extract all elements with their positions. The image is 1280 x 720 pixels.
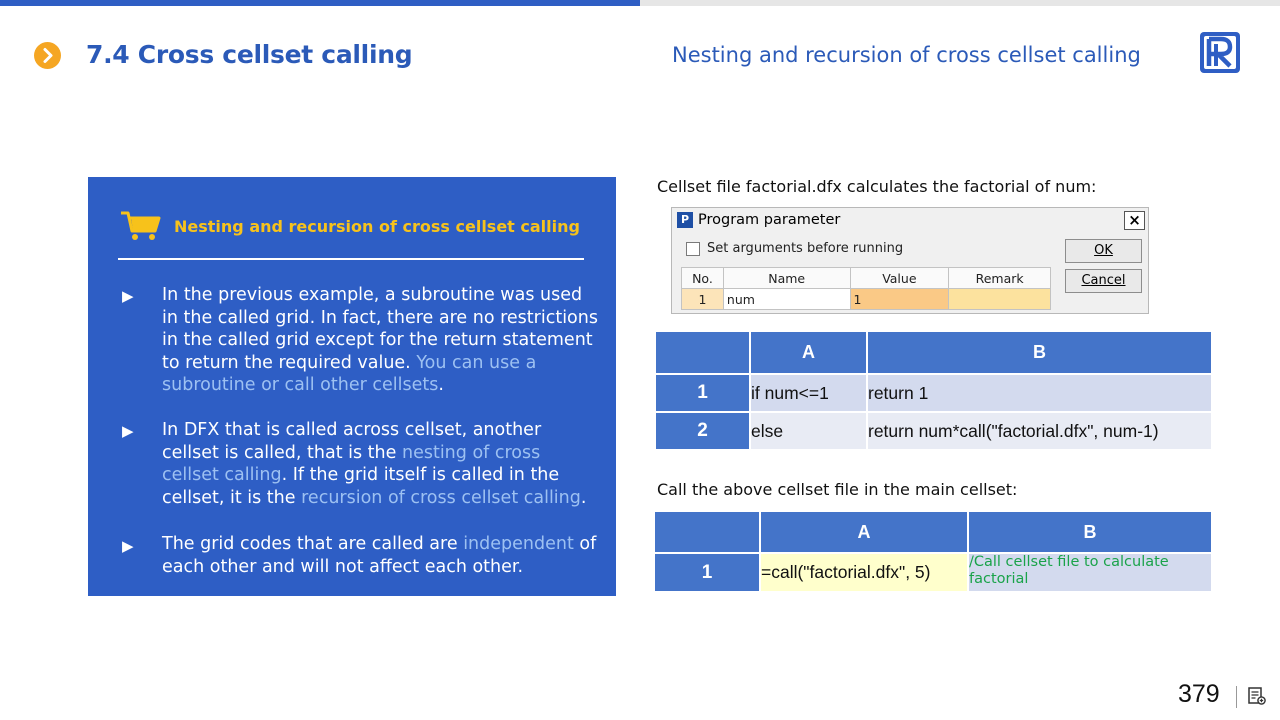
info-panel	[88, 177, 616, 596]
cell-a1[interactable]: =call("factorial.dfx", 5)	[761, 554, 967, 591]
ok-button[interactable]: OK	[1065, 239, 1142, 263]
set-arguments-label: Set arguments before running	[707, 241, 904, 256]
notes-icon[interactable]	[1247, 686, 1267, 706]
cell-a1[interactable]: if num<=1	[751, 375, 866, 411]
column-header-a: A	[761, 512, 967, 552]
corner-cell	[655, 512, 759, 552]
cell-b2[interactable]: return num*call("factorial.dfx", num-1)	[868, 413, 1211, 449]
bullet-3-text: The grid codes that are called are independent of each other and will not affect each other.	[162, 534, 597, 577]
row-header: 2	[656, 413, 749, 449]
bullet-2-text: In DFX that is called across cellset, another cellset is called, that is the nesting of cross cellset calling. If the grid itself is called in the cellset, it is the recursion of cross cellset calling.	[162, 420, 587, 508]
top-accent-bar	[0, 0, 640, 6]
table-row	[656, 413, 1211, 449]
corner-cell	[656, 332, 749, 373]
page-number: 379	[1178, 680, 1220, 708]
row-header: 1	[656, 375, 749, 411]
raqsoft-logo-icon	[1199, 31, 1241, 74]
param-no-cell: 1	[682, 289, 724, 310]
table-row	[656, 375, 1211, 411]
cancel-button[interactable]: Cancel	[1065, 269, 1142, 293]
param-name-cell[interactable]: num	[723, 289, 850, 310]
factorial-cellset	[654, 330, 1213, 451]
table-row	[655, 554, 1211, 591]
caption-factorial: Cellset file factorial.dfx calculates the factorial of num:	[657, 177, 1097, 196]
triangle-bullet-icon: ▶	[122, 288, 134, 305]
triangle-bullet-icon: ▶	[122, 538, 134, 555]
cell-b1[interactable]: return 1	[868, 375, 1211, 411]
close-button[interactable]: ×	[1124, 211, 1145, 230]
param-remark-cell[interactable]	[949, 289, 1051, 310]
column-header-b: B	[868, 332, 1211, 373]
app-p-icon: P	[677, 212, 693, 228]
triangle-bullet-icon: ▶	[122, 423, 134, 440]
program-parameter-dialog	[671, 207, 1149, 314]
chevron-right-icon	[34, 42, 61, 69]
table-row	[682, 289, 1051, 310]
slide-subtitle: Nesting and recursion of cross cellset calling	[672, 43, 1141, 67]
column-header-a: A	[751, 332, 866, 373]
top-gray-bar	[640, 0, 1280, 6]
parameter-grid	[681, 267, 1051, 310]
param-value-cell[interactable]: 1	[850, 289, 949, 310]
footer-divider	[1236, 686, 1237, 708]
cell-a2[interactable]: else	[751, 413, 866, 449]
column-header-name: Name	[723, 268, 850, 289]
row-header: 1	[655, 554, 759, 591]
main-cellset	[653, 510, 1213, 593]
panel-heading: Nesting and recursion of cross cellset calling	[174, 217, 580, 236]
column-header-value: Value	[850, 268, 949, 289]
column-header-remark: Remark	[949, 268, 1051, 289]
set-arguments-checkbox[interactable]	[686, 242, 700, 256]
dialog-title: Program parameter	[698, 212, 841, 228]
cell-b1-comment[interactable]: /Call cellset file to calculate factorial	[969, 554, 1211, 591]
panel-divider	[118, 258, 584, 260]
section-title: 7.4 Cross cellset calling	[86, 40, 413, 69]
shopping-cart-icon	[120, 210, 162, 242]
bullet-1-text: In the previous example, a subroutine was used in the called grid. In fact, there are no restrictions in the called grid except for the return statement to return the required value. You can use a subroutine or call other cellsets.	[162, 285, 598, 395]
column-header-b: B	[969, 512, 1211, 552]
column-header-no: No.	[682, 268, 724, 289]
caption-main-cellset: Call the above cellset file in the main cellset:	[657, 480, 1018, 499]
